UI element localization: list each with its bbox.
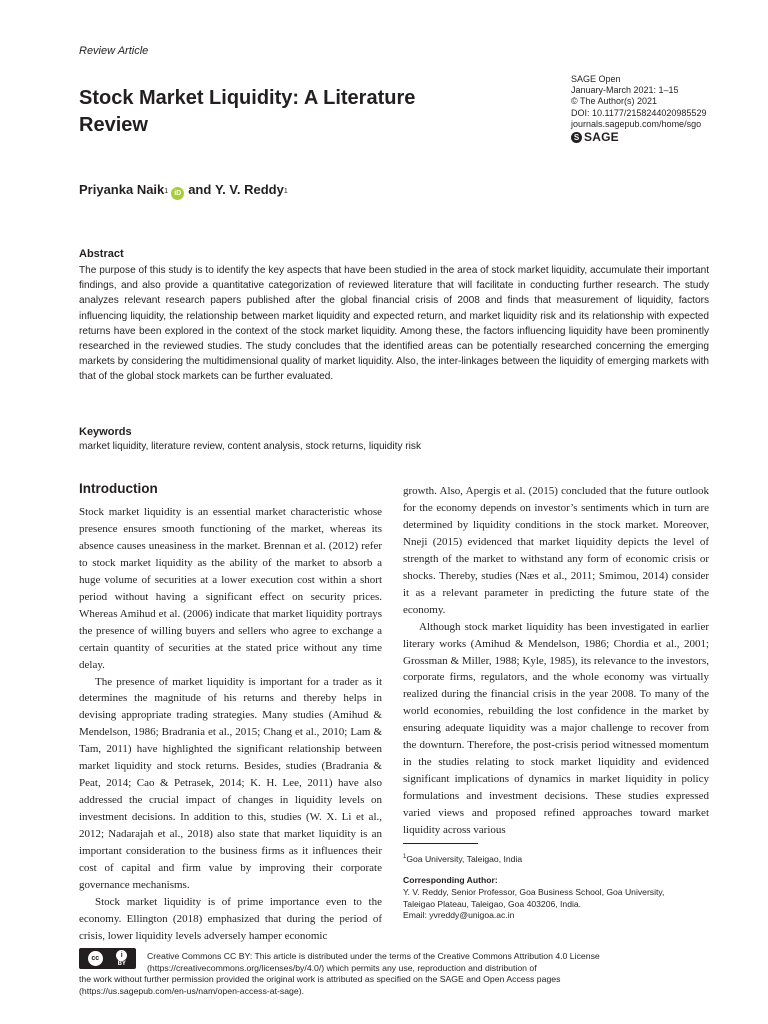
license-text [79, 951, 719, 997]
license-line: Creative Commons CC BY: This article is distributed under the terms of the Creative Commons Attribution 4.0 License [147, 951, 600, 961]
journal-issue: January-March 2021: 1–15 [571, 85, 679, 96]
attribution-person-icon: i [116, 950, 127, 961]
license-line: the work without further permission provided the original work is attributed as specified on the SAGE and Open Access pages [79, 974, 561, 984]
corresponding-author-line: Y. V. Reddy, Senior Professor, Goa Business School, Goa University, [403, 887, 665, 898]
author-affiliation-mark: 1 [164, 188, 169, 195]
by-label: BY [117, 961, 126, 967]
corresponding-author-label: Corresponding Author: [403, 875, 498, 886]
introduction-heading: Introduction [79, 481, 158, 496]
author-name[interactable]: Y. V. Reddy [214, 182, 284, 197]
author-connector: and [188, 182, 212, 197]
license-line[interactable]: (https://us.sagepub.com/en-us/nam/open-access-at-sage). [79, 985, 305, 996]
license-line[interactable]: (https://creativecommons.org/licenses/by/4.0/) which permits any use, reproduction and distribution of [147, 962, 537, 973]
body-paragraph: growth. Also, Apergis et al. (2015) concluded that the future outlook for the economy depends on investor’s sentiments which in turn are determined by liquidity conditions in the stock market. Moreover, Nneji (2015) evidenced that market liquidity depicts the level of strength of the market to withstand any form of economic crisis or shocks. Thereby, studies (Næs et al., 2011; Smimou, 2014) consider it as a relevant parameter in predicting the future state of the economy. [403, 485, 709, 616]
footnote-divider [403, 843, 478, 844]
affiliation-footnote [403, 852, 713, 865]
sage-logo-wordmark: SAGE [584, 130, 619, 145]
body-paragraph: Stock market liquidity is of prime importance even to the economy. Ellington (2018) emphasized that during the period of crisis, lower liquidity levels adversely hamper economic [79, 895, 382, 942]
body-paragraph: Although stock market liquidity has been investigated in earlier literary works (Amihud & Mendelson, 1986; Chordia et al., 2001; Grossman & Miller, 1988; Kyle, 1985), its relevance to the investors, corporate firms, regulators, and the whole economy was virtually realized during the financial crisis in the year 2008. To many of the world economies, rebuilding the lost confidence in the market by ensuring adequate liquidity was a major challenge to recover from the downturn. Therefore, the post-crisis period witnessed momentum in the studies relating to stock market liquidity and evidenced significant implications of dynamics in market liquidity in policy formulations and investment decisions. These studies expressed varied views and proposed refined approaches toward market liquidity across various [403, 620, 709, 837]
journal-name: SAGE Open [571, 74, 621, 84]
body-column-left [79, 504, 382, 945]
author-affiliation-mark: 1 [283, 188, 288, 195]
sage-logo-icon: S [571, 132, 582, 143]
body-column-right [403, 483, 709, 839]
abstract-heading: Abstract [79, 248, 124, 260]
orcid-icon[interactable]: iD [171, 187, 184, 200]
abstract-text: The purpose of this study is to identify the key aspects that have been studied in the area of stock market liquidity, accumulate their important findings, and also provide a quantitative categorization of reviewed literature that will facilitate in conducting further research. The study analyzes relevant research papers published after the global financial crisis of 2008 and finds that measurement of liquidity, factors influencing liquidity, the relationship between market liquidity and expected return, and market liquidity risk and its relationship with expected returns have been explored in the context of the stock market liquidity. Among these, the factors influencing liquidity have been prominently researched in the reviewed studies. The study concludes that the identified areas can be potentially researched concerning the emerging markets by considering the multidimensional quality of market liquidity. Also, the inter-linkages between the liquidity of emerging markets with that of the global stock markets can be further evaluated. [79, 265, 709, 383]
copyright-line: © The Author(s) 2021 [571, 96, 658, 107]
footnotes [403, 852, 713, 922]
body-paragraph: The presence of market liquidity is important for a trader as it determines the magnitude of his returns and thereby helps in devising appropriate trading strategies. Many studies (Amihud & Mendelson, 1986; Bradrania et al., 2015; Chang et al., 2010; Lam & Tam, 2011) have highlighted the significant relationship between market liquidity and stock returns. Besides, studies (Bradrania & Peat, 2014; Cao & Petrasek, 2014; K. H. Lee, 2011) have also addressed the crucial impact of changes in liquidity levels on investment decisions. In addition to this, studies (W. X. Li et al., 2012; Nadarajah et al., 2018) also state that market liquidity is an important consideration to the business firms as it influences their cost of capital and firm value by improving their corporate governance mechanisms. [79, 675, 382, 891]
paper-title: Stock Market Liquidity: A Literature Review [79, 87, 416, 136]
doi-line[interactable]: DOI: 10.1177/2158244020985529 [571, 107, 707, 118]
corresponding-author-email[interactable]: Email: yvreddy@unigoa.ac.in [403, 910, 515, 921]
keywords-text: market liquidity, literature review, content analysis, stock returns, liquidity risk [79, 441, 422, 452]
cc-icon: cc [88, 951, 103, 966]
author-name[interactable]: Priyanka Naik [79, 182, 165, 197]
article-type-label: Review Article [79, 45, 149, 57]
affiliation-mark: 1 [403, 854, 407, 860]
journal-url[interactable]: journals.sagepub.com/home/sgo [571, 118, 702, 129]
journal-meta [571, 74, 706, 143]
body-paragraph: Stock market liquidity is an essential market characteristic whose presence ensures smooth functioning of the market, whereas its absence causes uneasiness in the market. Brennan et al. (2012) refer to stock market liquidity as the ability of the market to absorb a huge volume of securities at a lower execution cost within a short period without having a significant effect on security prices. Whereas Amihud et al. (2006) indicate that market liquidity portrays the presence of willing buyers and sellers who agree to exchange a certain quantity of securities at the stated price without any time delay. [79, 506, 382, 671]
corresponding-author-line: Taleigao Plateau, Taleigao, Goa 403206, India. [403, 898, 582, 909]
sage-logo [571, 132, 706, 143]
affiliation-text: Goa University, Taleigao, India [406, 853, 523, 864]
author-list [79, 182, 288, 199]
keywords-heading: Keywords [79, 426, 132, 438]
